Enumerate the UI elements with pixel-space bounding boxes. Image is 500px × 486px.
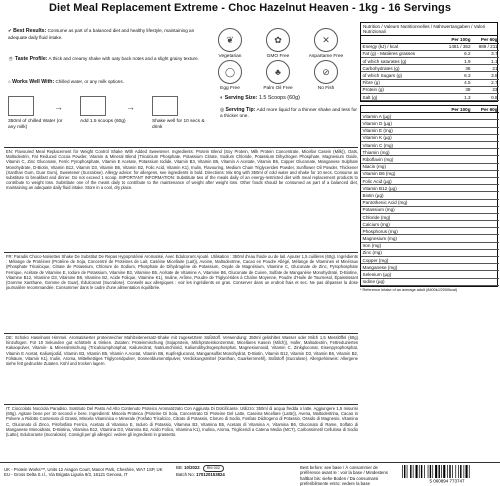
table-row: Fat (g) - Matières grasses 6.2 3.7: [362, 51, 498, 57]
lightbulb-icon: ◎: [220, 108, 226, 113]
shaker-step-icon: [152, 96, 178, 116]
recycle-badge: RM 002: [203, 465, 224, 472]
german-ingredients: DE: Schoko Haselnuss Himmel. Aromatisierter proteinreicher Mahlzeitenersatz-Shake mit zugesetztem Süßstoff. Verwendung: 350ml gekühltes Wasser oder Milch 1,5 Messlöffel (60g) hinzufügen. Für 10 Sekunden gut schütteln & trinken. Zutaten: Proteinmischung (Sojaprotein, Milchproteinkonzentrat, Micellares Kasein (Milch)), Hafer, Maltodextrin, Fettreduziertes Kakaopulver, Vitamin- & Mineralmischung (Tricalciumphosphat, Kaliumcitrat, Natriumchlorid, Kaliumdihydrogenphosphat, Magnesiumoxid, Vitamin C, Zinkgluconat, Eisenpyrophosphat, Vitamin E Acetat, Kaliumjodid, Vitamin B3, Vitamin B5, Vitamin A Acetat, Vitamin B6, Kupfergluconat, Mangansulfat Monohydrat, D-Biotin, Vitamin B12, Vitamin D3, Vitamin B6, Vitamin B2, Folsäure, Vitamin K1), Inulin, Aroma, Mittelkettiges Triglyceridpulver, Sonnenblumenölpulver, Verdickungsmittel (Xanthan, Guarkernmehl), Süßstoff (Sucralose). Allergiehinweis: Allergene siehe fett gedruckte Zutaten. Kühl und trocken lagern.: [6, 335, 358, 367]
reference-note: * Reference Intake of an average adult (8400kJ/2000kcal): [360, 287, 458, 292]
divider: [4, 147, 358, 148]
table-row: Potassium (mg): [361, 206, 499, 213]
table-row: Chloride (mg): [361, 213, 499, 220]
divider: [4, 252, 358, 253]
table-row: Vitamin C (mg): [361, 142, 499, 149]
italian-ingredients: IT: Cioccolato Nocciola Paradiso. Sostituto Del Pasto Ad Alto Contenuto Proteico Aromatizzato Con Aggiunta Di Dolcificante. Utilizzo: 350ml di acqua fredda o latte. Aggiungere 1,5 misurini (60g). Agitare bene per 10 secondi e bere. Ingredienti: Miscela Proteica (Proteine Di Soia, Concentrato Di Proteine Del Latte, Caseina Micellare (Latte)), Avena, Maltodestrina, Cacao in Polvere a Ridotto Contenuto di Grassi, Miscela Vitaminica e Minerale (Fosfato Tricalcico, Citrato di Potassio, Cloruro di Sodio, Fosfato Diidrogeno di Potassio, Ossido di Magnesio, Vitamina C, Gluconato di Zinco, Pirofosfato Ferrico, Acetato di Vitamina E, Ioduro di Potassio, Vitamina B3, Vitamina B5, Acetato di Vitamina A, Vitamina B6, Gluconato di Rame, Solfato di Manganese Monoidrato, D-Biotina, Vitamina B12, Vitamina D3, Vitamina B2, Acido Folico, Vitamina K1), Inulina, Aroma, Trigliceridi a Catena Media (MCT), Carbossimetil Cellulosa di Sodio (Latte), Edulcorante (Sucralosio). Consigli per gli allergici: vedere gli ingredienti in grassetto.: [6, 406, 358, 438]
best-before-date: 10/2022: [184, 465, 200, 470]
table-row: Iodine (µg): [361, 278, 499, 285]
table-row: Riboflavin (mg): [361, 156, 499, 163]
english-ingredients: EN: Flavoured Meal Replacement for Weight Control Shake With Added Sweetener. Ingredients: Protein Blend (Soy Protein, Milk Protein Concentrate, Micellar Casein (Milk)), Oats, Maltodextrin, Fat Reduced Cocoa Powder, Vitamin & Mineral Blend (Tricalcium Phosphate, Potassium Citrate, Sodium Chloride, Potassium Dihydrogen Phosphate, Magnesium Oxide, Vitamin C, Zinc Gluconate, Ferric Pyrophosphate, Vitamin E Acetate, Potassium Iodide, Vitamin B3, Vitamin B5, Vitamin A Acetate, Vitamin B6, Copper Gluconate, Manganese Sulphate Monohydrate, D-Biotin, Vitamin B12, Vitamin D3, Vitamin B6, Vitamin B2, Folic Acid, Vitamin K1), Inulin, Flavouring, Medium Chain Triglycerides Powder, Sunflower Oil Powder, Thickener (Xanthan Gum, Guar Gum), Sweetener (Sucralose). Allergy advice: for allergens, see ingredients in bold. Directions: Mix 60g with 350ml of cold water and shake for 10 secs. Consume as substitute to breakfast and dinner. Do not exceed 1 scoop. IMPORTANT INFORMATION: Substitute two of the meals daily of an energy-restricted diet with meal replacement products to contribute to weight loss. Substitute one of the meals daily to contribute to the maintenance of weight after weight loss. Other foods should be consumed as part of a balanced diet, maintaining an adequate daily fluid intake. Store in a cool, dry place.: [6, 149, 358, 191]
cup-icon: ☕: [8, 56, 15, 61]
taste-profile-text: A thick and creamy shake with oaty back notes and a slight grainy texture.: [47, 56, 199, 61]
no-fish-badge: ⊘ No Fish: [306, 60, 346, 91]
preparation-steps: [8, 96, 218, 146]
batch-info: BB: 10/2022 RM 002 Batch No: 170120153824: [176, 465, 225, 478]
table-row: of which Sugars (g) 6.3 3.8: [362, 72, 498, 78]
table-row: Vitamin B12 (µg): [361, 185, 499, 192]
arrow-right-icon: →: [126, 102, 135, 112]
no-fish-icon: ⊘: [314, 60, 338, 84]
nutrition-heading: Nutrition / Valeurs Nutritionnelles / Nährwertangaben / Valori Nutrizionali: [361, 23, 497, 36]
table-row: Energy (kJ) / kcal 1481 / 352 889 / 211: [362, 44, 498, 50]
serving-tip: ◎ Serving Tip: Add more liquid for a thinner shake and less for a thicker one.: [220, 107, 358, 119]
arrow-right-icon: →: [54, 102, 63, 112]
table-row: Niacin (mg): [361, 163, 499, 170]
table-row: Vitamin A (µg): [361, 113, 499, 120]
nutrition-panel: [360, 22, 498, 292]
vitamins-table-box: [360, 105, 498, 287]
nutrition-header-row: Per 100g Per 60g: [361, 36, 499, 43]
table-row: Vitamin K (µg): [361, 134, 499, 141]
barcode-icon: [398, 464, 496, 483]
table-row: Vitamin E (mg): [361, 127, 499, 134]
scoop-step-icon: [80, 96, 106, 116]
aspartame-free-badge: ✕ Aspartame Free: [306, 28, 346, 59]
works-well-label: Works Well With:: [12, 79, 55, 85]
aspartame-free-icon: ✕: [314, 28, 338, 52]
table-row: Zinc (mg): [361, 249, 499, 256]
table-row: Manganese (mg): [361, 264, 499, 271]
barcode-digits: 5 060894 773747: [429, 478, 465, 483]
best-results-section: [8, 28, 208, 40]
step-1: 350ml of chilled Water (or any milk): [8, 96, 70, 130]
taste-profile-section: [8, 56, 208, 63]
table-row: Vitamin D (µg): [361, 120, 499, 127]
step-2: Add 1.5 scoops (60g): [80, 96, 142, 125]
vitamins-table: [361, 106, 499, 286]
gmo-free-icon: ✿: [266, 28, 290, 52]
egg-free-badge: ◯ Egg Free: [210, 60, 250, 91]
divider: [4, 404, 358, 405]
table-row: Pantothenic Acid (mg): [361, 199, 499, 206]
label-footer: [0, 462, 500, 484]
nutrition-table: [361, 36, 499, 101]
left-panel: [2, 22, 358, 462]
table-row: Magnesium (mg): [361, 235, 499, 242]
scoop-icon: ◐: [220, 95, 225, 101]
shaker-icon: ⌂: [8, 79, 13, 84]
palm-oil-free-badge: ♣ Palm Oil Free: [258, 60, 298, 91]
works-well-text: Chilled water, or any milk options.: [54, 79, 124, 84]
best-before-note: Best before: see base / À consommer de préférence avant le : voir la base / Mindestens haltbar bis: siehe Boden / Da consumarsi preferibilmente entro: vedere la base: [300, 465, 388, 486]
table-row: Copper (mg): [361, 257, 499, 264]
nutrition-table-box: [360, 22, 498, 102]
table-row: Biotin (µg): [361, 192, 499, 199]
table-row: Folic Acid (µg): [361, 177, 499, 184]
table-row: Thiamin (mg): [361, 149, 499, 156]
table-row: Iron (mg): [361, 242, 499, 249]
best-results-label: Best Results:: [13, 28, 47, 34]
step-3: Shake well for 10 secs & drink: [152, 96, 214, 130]
french-ingredients: FR: Paradis Choco-Noisettes Shake De Substitut De Repas Hypoprotéiné Aromatisé, Avec Édulcorant Ajouté. Utilisation : 350ml d'eau froide ou de lait. Ajouter 1,5 cuillères (60g). Ingrédients : Mélange de Protéines (Protéine de Soja, Concentré de Protéines de Lait, Caséine Micellaire (Lait)), Avoine, Maltodextrine, Cacao en Poudre Allégé, Mélange de Vitamines et Minéraux (Phosphate Tricalcique, Citrate de Potassium, Chlorure de Sodium, Phosphate de Dihydrogène de Potassium, Oxyde de Magnésium, Vitamine C, Gluconate de Zinc, Pyrophosphate Ferrique, Acétate de Vitamine E, Iodure de Potassium, Vitamine B3, Vitamine B5, Acétate de Vitamine A, Vitamine B6, Gluconate de Cuivre, Sulfate de Manganèse Monohydraté, D-Biotine, Vitamine B12, Vitamine D3, Vitamine B6, Vitamine B2, Acide Folique, Vitamine K1), Inuline, Arôme, Poudre de Triglycérides à Chaîne Moyenne, Poudre d'Huile de Tournesol, Épaississant (Gomme Xanthane, Gomme de Guar), Édulcorant (Sucralose). Conseils aux allergiques : voir les ingrédients en gras. Conserver dans un endroit frais et sec. Ne pas dépasser la dose journalière recommandée. Consommer dans le cadre d'une alimentation équilibrée.: [6, 254, 358, 291]
gmo-free-badge: ✿ GMO Free: [258, 28, 298, 59]
table-row: Salt (g) 1.3 0.8: [362, 94, 498, 100]
check-icon: ✔: [8, 28, 14, 33]
table-row: Calcium (mg): [361, 221, 499, 228]
serving-size: ◐ Serving Size: 1.5 Scoops (60g): [220, 95, 300, 101]
vegetarian-icon: ❦: [218, 28, 242, 52]
glass-icon: [8, 96, 34, 116]
company-addresses: UK - Protein Works™, Units 12 Aragon Court, Manor Park, Cheshire, WA7 1SP, UK EU - Gross Delta S.r.l., Via Brigata Liguria 9/3, 16121 Genova, IT: [4, 467, 163, 478]
batch-number: 170120153824: [196, 472, 225, 478]
vitamins-header-row: Per 100g Per 60g: [361, 106, 499, 113]
taste-profile-label: Taste Profile:: [15, 56, 48, 62]
table-row: Vitamin B6 (mg): [361, 170, 499, 177]
table-row: Phosphorus (mg): [361, 228, 499, 235]
palm-oil-free-icon: ♣: [266, 60, 290, 84]
divider: [4, 333, 358, 334]
works-well-section: [8, 79, 208, 86]
product-title: Diet Meal Replacement Extreme - Choc Hazelnut Heaven - 1kg - 16 Servings: [48, 2, 452, 14]
table-row: Carbohydrates (g) 36 21: [362, 65, 498, 71]
table-row: Fibre (g) 4.5 2.7: [362, 80, 498, 86]
vegetarian-badge: ❦ Vegetarian: [210, 28, 250, 59]
table-row: Selenium (µg): [361, 271, 499, 278]
egg-free-icon: ◯: [218, 60, 242, 84]
table-row: of which saturates (g) 1.9 1.1: [362, 58, 498, 64]
best-results-text: Consume as part of a balanced diet and healthy lifestyle, maintaining an adequate daily fluid intake.: [8, 28, 195, 40]
table-row: Protein (g) 38 23: [362, 87, 498, 93]
